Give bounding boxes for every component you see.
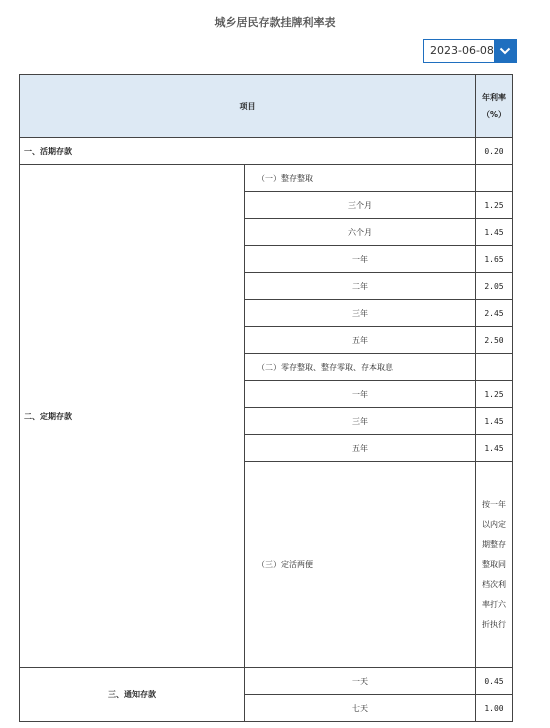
subcategory-flexible: （三）定活两便 xyxy=(245,462,476,668)
category-notice-deposit: 三、通知存款 xyxy=(20,668,245,722)
rate-cell: 1.45 xyxy=(476,408,513,435)
rate-cell: 1.45 xyxy=(476,435,513,462)
date-select-value: 2023-06-08 xyxy=(430,44,494,57)
rate-cell-empty xyxy=(476,354,513,381)
category-time-deposit: 二、定期存款 xyxy=(20,165,245,668)
header-rate: 年利率（%） xyxy=(476,75,513,138)
chevron-down-icon xyxy=(499,47,511,55)
term-cell: 六个月 xyxy=(245,219,476,246)
rate-cell: 2.50 xyxy=(476,327,513,354)
rate-note-cell: 按一年以内定期整存整取同档次利率打六折执行 xyxy=(476,462,513,668)
rate-cell: 1.25 xyxy=(476,192,513,219)
term-cell: 五年 xyxy=(245,435,476,462)
rate-cell: 0.20 xyxy=(476,138,513,165)
term-cell: 五年 xyxy=(245,327,476,354)
table-row xyxy=(20,668,513,695)
page-title: 城乡居民存款挂牌利率表 xyxy=(214,16,336,29)
term-cell: 三个月 xyxy=(245,192,476,219)
term-cell: 七天 xyxy=(245,695,476,722)
date-select[interactable] xyxy=(423,39,517,63)
term-cell: 三年 xyxy=(245,408,476,435)
rate-cell: 0.45 xyxy=(476,668,513,695)
term-cell: 三年 xyxy=(245,300,476,327)
term-cell: 一天 xyxy=(245,668,476,695)
rate-cell: 1.25 xyxy=(476,381,513,408)
rate-cell: 2.45 xyxy=(476,300,513,327)
rate-cell: 1.65 xyxy=(476,246,513,273)
rate-cell: 1.00 xyxy=(476,695,513,722)
subcategory-lump-sum: （一）整存整取 xyxy=(245,165,476,192)
header-item: 项目 xyxy=(20,75,476,138)
rate-cell: 1.45 xyxy=(476,219,513,246)
date-dropdown-button[interactable] xyxy=(494,40,516,62)
category-demand-deposit: 一、活期存款 xyxy=(20,138,476,165)
table-row xyxy=(20,165,513,192)
table-header-row xyxy=(20,75,513,138)
rate-cell: 2.05 xyxy=(476,273,513,300)
interest-rate-table xyxy=(19,74,513,722)
term-cell: 一年 xyxy=(245,246,476,273)
table-row xyxy=(20,138,513,165)
subcategory-installment: （二）零存整取、整存零取、存本取息 xyxy=(245,354,476,381)
term-cell: 二年 xyxy=(245,273,476,300)
rate-cell-empty xyxy=(476,165,513,192)
term-cell: 一年 xyxy=(245,381,476,408)
